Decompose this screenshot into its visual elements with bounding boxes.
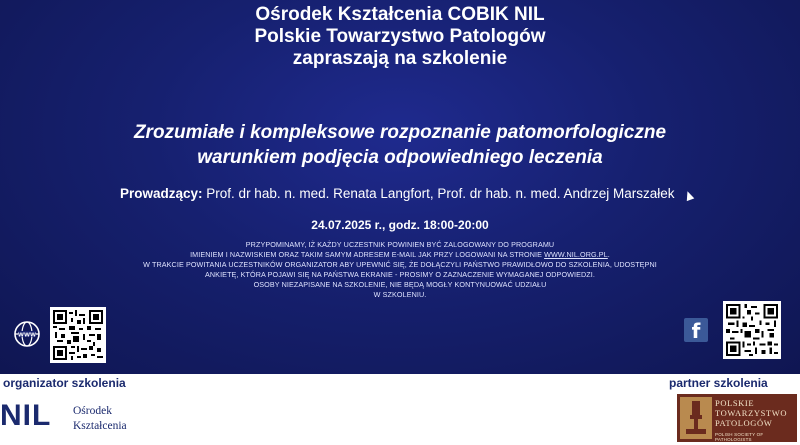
svg-text:WWW: WWW <box>17 332 37 339</box>
notice-line-5: OSOBY NIEZAPISANE NA SZKOLENIE, NIE BĘDĄ MOGŁY KONTYNUOWAĆ UDZIAŁU <box>253 280 547 289</box>
subject-line-2: warunkiem podjęcia odpowiedniego leczenia <box>197 147 603 168</box>
notice-line-2 <box>110 250 690 260</box>
ptp-line-1: POLSKIE <box>715 398 755 408</box>
notice-line-1: PRZYPOMINAMY, IŻ KAŻDY UCZESTNIK POWINIEN BYĆ ZALOGOWANY DO PROGRAMU <box>245 240 555 249</box>
training-subject <box>0 120 800 170</box>
organizers-heading <box>0 4 800 70</box>
www-globe-icon[interactable] <box>13 320 41 348</box>
facebook-icon[interactable]: f <box>684 318 708 342</box>
ptp-english-name: POLISH SOCIETY OF PATHOLOGISTS <box>715 432 764 442</box>
microscope-icon <box>680 397 712 439</box>
nil-website-link[interactable]: WWW.NIL.ORG.PL <box>544 250 608 259</box>
heading-line-1: Ośrodek Kształcenia COBIK NIL <box>255 4 545 25</box>
footer <box>0 374 800 445</box>
notice-line-3: W TRAKCIE POWITANIA UCZESTNIKÓW ORGANIZATOR ABY UPEWNIĆ SIĘ, ŻE DOŁĄCZYLI PAŃSTWO PRAWIDŁOWO DO SZKOLENIA, UDOSTĘPNI <box>143 260 657 269</box>
nil-sub-line-2: Kształcenia <box>73 420 127 432</box>
heading-line-2: Polskie Towarzystwo Patologów <box>254 26 546 47</box>
notice-line-2-pre: IMIENIEM I NAZWISKIEM ORAZ TAKIM SAMYM ADRESEM E-MAIL JAK PRZY LOGOWANI NA STRONIE <box>190 250 545 259</box>
notice-text <box>110 240 690 300</box>
nil-sub-line-1: Ośrodek <box>73 405 112 417</box>
ptp-logo <box>677 394 797 442</box>
nil-logo: NIL <box>0 399 52 432</box>
ptp-line-2: TOWARZYSTWO <box>715 408 788 418</box>
training-date: 24.07.2025 r., godz. 18:00-20:00 <box>311 218 489 232</box>
notice-line-2-post: . <box>607 250 610 259</box>
nil-logo-subtitle <box>73 404 127 434</box>
ptp-line-3: PATOLOGÓW <box>715 418 773 428</box>
organizer-label: organizator szkolenia <box>3 376 126 390</box>
lecturers-label: Prowadzący: <box>120 186 203 201</box>
notice-line-4: ANKIETĘ, KTÓRA POJAWI SIĘ NA PAŃSTWA EKRANIE - PROSIMY O ZAZNACZENIE WYMAGANEJ ODPOWIEDZI. <box>205 270 595 279</box>
facebook-qr-code[interactable] <box>723 301 781 359</box>
heading-line-3: zapraszają na szkolenie <box>292 48 508 69</box>
ptp-logo-text <box>715 398 787 428</box>
notice-line-6: W SZKOLENIU. <box>373 290 427 299</box>
website-qr-code[interactable] <box>50 307 106 363</box>
lecturers <box>120 186 720 201</box>
lecturers-names: Prof. dr hab. n. med. Renata Langfort, Prof. dr hab. n. med. Andrzej Marszałek <box>206 186 675 201</box>
partner-label: partner szkolenia <box>669 376 768 390</box>
subject-line-1: Zrozumiałe i kompleksowe rozpoznanie patomorfologiczne <box>133 122 667 143</box>
